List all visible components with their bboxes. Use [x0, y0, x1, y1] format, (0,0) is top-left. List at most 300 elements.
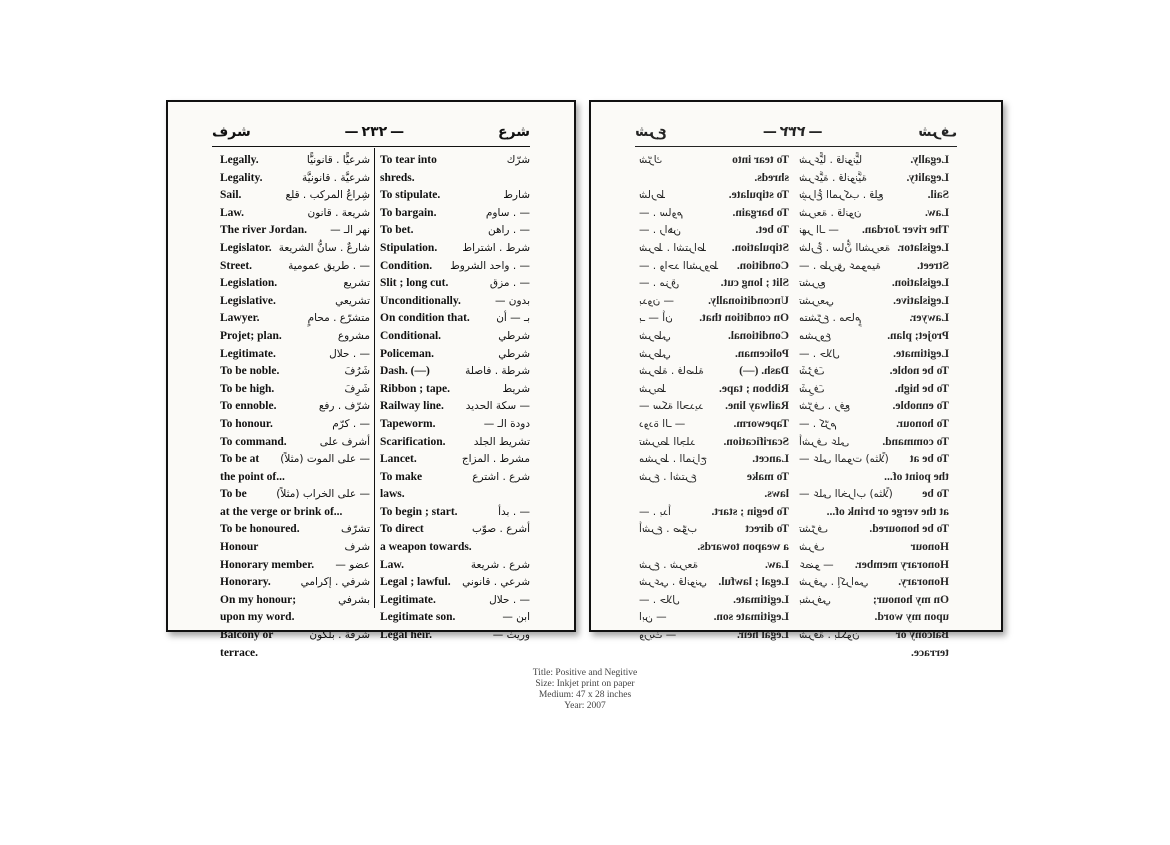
dictionary-entry: [799, 205, 949, 223]
dictionary-entry: [380, 469, 530, 487]
arabic-term: شرطي: [639, 347, 671, 360]
arabic-term: — . طريق عمومية: [288, 259, 370, 272]
dictionary-entry: [799, 363, 949, 381]
english-term: Tapeworm.: [733, 417, 789, 430]
dictionary-entry: [380, 504, 530, 522]
english-term: Conditional.: [727, 329, 789, 342]
arabic-term: شِراعُ المركب . قلع: [799, 189, 884, 202]
dictionary-entry: [639, 416, 789, 434]
arabic-term: شَرِفَ: [344, 382, 370, 395]
english-term: Law.: [765, 558, 789, 571]
arabic-term: بدون —: [639, 294, 675, 307]
arabic-term: — على الخراب (مثلاً): [799, 488, 893, 501]
dictionary-entry: [639, 627, 789, 645]
english-term: the point of...: [220, 470, 285, 483]
arabic-term: مشروع: [337, 329, 370, 342]
arabic-term: — . ساوم: [485, 206, 530, 219]
dictionary-entry: [220, 451, 370, 469]
arabic-term: تشريع: [799, 277, 826, 290]
dictionary-entry: [799, 152, 949, 170]
dictionary-entry: [220, 504, 370, 522]
arabic-term: بدون —: [494, 294, 530, 307]
english-term: Legal ; lawful.: [718, 576, 789, 589]
arabic-term: شرطة . فاصلة: [639, 365, 704, 378]
caption-year: Year: 2007: [564, 701, 606, 711]
english-term: To stipulate.: [380, 189, 441, 202]
english-term: laws.: [764, 488, 789, 501]
dictionary-entry: [799, 521, 949, 539]
dictionary-entry: [220, 521, 370, 539]
arabic-term: ابن —: [639, 611, 667, 624]
arabic-term: نهر الـ —: [799, 224, 839, 237]
dictionary-entry: [220, 310, 370, 328]
header-right-word: شرع: [497, 124, 530, 140]
dictionary-entry: [799, 592, 949, 610]
english-term: Lawyer.: [220, 312, 260, 325]
arabic-term: متشرّع . محامٍ: [799, 312, 862, 325]
arabic-term: — . حلال: [799, 347, 840, 360]
english-term: To be noble.: [220, 365, 280, 378]
dictionary-entry: [380, 258, 530, 276]
dictionary-column-1: [220, 152, 370, 662]
arabic-term: تشريعي: [335, 294, 370, 307]
dictionary-entry: [799, 486, 949, 504]
arabic-term: وريث —: [639, 629, 677, 642]
dictionary-entry: [799, 609, 949, 627]
dictionary-entry: [639, 310, 789, 328]
dictionary-entry: [380, 240, 530, 258]
english-term: To command.: [882, 435, 949, 448]
arabic-term: شرفي . إكرامي: [799, 576, 869, 589]
dictionary-entry: [639, 152, 789, 170]
dictionary-entry: [639, 557, 789, 575]
english-term: Conditional.: [380, 329, 442, 342]
arabic-term: — سكة الحديد: [639, 400, 704, 413]
arabic-term: بشرفي: [799, 593, 831, 606]
page-number: — ٢٣٢ —: [760, 124, 826, 140]
english-term: Sail.: [927, 189, 949, 202]
english-term: Railway line.: [380, 400, 444, 413]
header-left-word: شرف: [212, 124, 251, 140]
dictionary-entry: [220, 645, 370, 663]
english-term: Legislative.: [893, 294, 949, 307]
arabic-term: تشريعي: [799, 294, 834, 307]
dictionary-entry: [639, 258, 789, 276]
arabic-term: شرّك: [506, 154, 530, 166]
arabic-term: عضو —: [799, 558, 834, 571]
arabic-term: تشرّف: [341, 523, 370, 536]
english-term: Projet; plan.: [887, 329, 949, 342]
arabic-term: شرعيًّا . قانونيًّا: [799, 154, 863, 166]
positive-page: [166, 100, 576, 659]
english-term: shreds.: [754, 171, 789, 184]
english-term: Scarification.: [723, 435, 789, 448]
negative-mirrored-page: [589, 100, 1003, 659]
arabic-term: شرع . اشترع: [639, 470, 697, 483]
english-term: Balcony or: [220, 629, 274, 642]
english-term: To be honoured.: [869, 523, 949, 536]
dictionary-entry: [220, 240, 370, 258]
english-term: at the verge or brink of...: [220, 505, 343, 518]
dictionary-entry: [220, 434, 370, 452]
dictionary-entry: [639, 328, 789, 346]
dictionary-entry: [220, 416, 370, 434]
arabic-term: شرط . اشتراط: [639, 241, 707, 254]
arabic-term: — . بدأ: [639, 505, 671, 518]
arabic-term: شرعيًّا . قانونيًّا: [306, 154, 370, 166]
dictionary-entry: [799, 293, 949, 311]
english-term: Honour: [910, 541, 949, 554]
page-number: — ٢٣٢ —: [342, 124, 408, 140]
arabic-term: — . طريق عمومية: [799, 259, 881, 272]
arabic-term: شريط: [639, 382, 667, 395]
dictionary-entry: [639, 240, 789, 258]
english-term: The river Jordan.: [220, 224, 307, 237]
dictionary-entry: [639, 609, 789, 627]
english-term: Legitimate.: [380, 593, 436, 606]
dictionary-entry: [799, 557, 949, 575]
english-term: Legitimate son.: [380, 611, 456, 624]
english-term: Legality.: [906, 171, 949, 184]
dictionary-entry: [639, 469, 789, 487]
dictionary-entry: [639, 574, 789, 592]
arabic-term: — . راهن: [639, 224, 682, 237]
english-term: Legal ; lawful.: [380, 576, 451, 589]
arabic-term: — . واحد الشروط: [639, 259, 719, 272]
english-term: To bargain.: [380, 206, 437, 219]
english-term: To be high.: [220, 382, 275, 395]
english-term: Honorary.: [898, 576, 949, 589]
english-term: On condition that.: [699, 312, 789, 325]
english-term: Legal heir.: [380, 629, 432, 642]
english-term: Legal heir.: [737, 629, 789, 642]
arabic-term: شريط: [502, 382, 530, 395]
arabic-term: تشرّف: [799, 523, 828, 536]
artwork-caption: [0, 668, 1170, 712]
dictionary-entry: [799, 187, 949, 205]
arabic-term: مشرط . المزاج: [461, 453, 530, 466]
dictionary-entry: [799, 381, 949, 399]
dictionary-entry: [380, 627, 530, 645]
dictionary-entry: [799, 451, 949, 469]
english-term: Projet; plan.: [220, 329, 282, 342]
arabic-term: شريعة . قانون: [307, 206, 370, 219]
dictionary-entry: [380, 187, 530, 205]
english-term: Slit ; long cut.: [380, 277, 449, 290]
dictionary-entry: [639, 434, 789, 452]
arabic-term: شرعي . قانوني: [462, 576, 530, 589]
english-term: Balcony or: [895, 629, 949, 642]
dictionary-entry: [639, 398, 789, 416]
english-term: Railway line.: [725, 400, 789, 413]
english-term: On my honour;: [872, 593, 949, 606]
english-term: Legitimate.: [893, 347, 949, 360]
dictionary-entry: [799, 346, 949, 364]
dictionary-entry: [380, 539, 530, 557]
english-term: Stipulation.: [731, 241, 789, 254]
english-term: To be: [922, 488, 949, 501]
english-term: a weapon towards.: [697, 541, 789, 554]
english-term: Legitimate.: [220, 347, 276, 360]
dictionary-entry: [639, 363, 789, 381]
english-term: Lawyer.: [909, 312, 949, 325]
arabic-term: مشرط . المزاج: [639, 453, 708, 466]
caption-size: Size: Inkjet print on paper: [535, 679, 635, 689]
arabic-term: شرفة . بلكون: [799, 629, 860, 642]
english-term: upon my word.: [220, 611, 295, 624]
english-term: Lancet.: [380, 453, 417, 466]
english-term: shreds.: [380, 171, 415, 184]
dictionary-entry: [380, 328, 530, 346]
dictionary-entry: [380, 363, 530, 381]
arabic-term: شرطي: [498, 329, 530, 342]
arabic-term: شَرِفَ: [799, 382, 825, 395]
english-term: Lancet.: [752, 453, 789, 466]
dictionary-entry: [220, 170, 370, 188]
arabic-term: — . كرّم: [332, 417, 370, 430]
dictionary-entry: [380, 609, 530, 627]
english-term: Street.: [220, 259, 253, 272]
dictionary-entry: [220, 152, 370, 170]
dictionary-entry: [220, 574, 370, 592]
english-term: a weapon towards.: [380, 541, 472, 554]
dictionary-entry: [220, 486, 370, 504]
dictionary-entry: [639, 381, 789, 399]
dictionary-entry: [799, 222, 949, 240]
english-term: To begin ; start.: [711, 505, 789, 518]
english-term: On condition that.: [380, 312, 470, 325]
dictionary-entry: [380, 170, 530, 188]
dictionary-entry: [799, 434, 949, 452]
english-term: Condition.: [380, 259, 433, 272]
english-term: laws.: [380, 488, 405, 501]
dictionary-entry: [380, 222, 530, 240]
arabic-term: تشريط الجلد: [473, 435, 530, 448]
arabic-term: — . ساوم: [639, 206, 684, 219]
dictionary-entry: [220, 398, 370, 416]
english-term: Law.: [380, 558, 404, 571]
arabic-term: أشرع . صوّب: [639, 523, 698, 536]
mirrored-content: [591, 102, 1001, 659]
dictionary-entry: [380, 205, 530, 223]
arabic-term: شرّك: [639, 154, 663, 166]
english-term: at the verge or brink of...: [826, 505, 949, 518]
english-term: Legislation.: [891, 277, 949, 290]
english-term: Street.: [916, 259, 949, 272]
caption-medium: Medium: 47 x 28 inches: [538, 690, 632, 700]
english-term: Stipulation.: [380, 241, 438, 254]
dictionary-entry: [639, 275, 789, 293]
english-term: Legally.: [910, 154, 949, 166]
dictionary-entry: [639, 521, 789, 539]
arabic-term: — على الموت (مثلاً): [280, 453, 370, 466]
dictionary-entry: [380, 346, 530, 364]
english-term: To honour.: [220, 417, 273, 430]
arabic-term: — على الخراب (مثلاً): [276, 488, 370, 501]
english-term: Honour: [220, 541, 259, 554]
arabic-term: بـ — أن: [639, 312, 673, 325]
english-term: Honorary member.: [854, 558, 949, 571]
english-term: Legitimate son.: [713, 611, 789, 624]
english-term: Legislative.: [220, 294, 276, 307]
dictionary-column-2: [639, 152, 789, 645]
dictionary-entry: [639, 170, 789, 188]
header-left-word: شرف: [918, 124, 957, 140]
arabic-term: تشريط الجلد: [639, 435, 696, 448]
arabic-term: شرف: [799, 541, 825, 554]
dictionary-entry: [639, 486, 789, 504]
english-term: The river Jordan.: [862, 224, 949, 237]
english-term: On my honour;: [220, 593, 297, 606]
dictionary-entry: [799, 170, 949, 188]
arabic-term: مشروع: [799, 329, 832, 342]
dictionary-entry: [639, 205, 789, 223]
english-term: Legislator.: [897, 241, 949, 254]
english-term: To be noble.: [889, 365, 949, 378]
english-term: Honorary.: [220, 576, 271, 589]
page-header: [635, 122, 957, 142]
english-term: To be high.: [894, 382, 949, 395]
dictionary-entry: [639, 504, 789, 522]
dictionary-entry: [799, 240, 949, 258]
dictionary-entry: [380, 381, 530, 399]
arabic-term: أشرف على: [319, 435, 370, 448]
arabic-term: شريعة . قانون: [799, 206, 862, 219]
arabic-term: شرطة . فاصلة: [465, 365, 530, 378]
arabic-term: — . حلال: [329, 347, 370, 360]
arabic-term: — . مزق: [639, 277, 680, 290]
dictionary-entry: [220, 469, 370, 487]
dictionary-entry: [380, 398, 530, 416]
arabic-term: شَرُفَ: [344, 365, 370, 378]
arabic-term: — . بدأ: [498, 505, 530, 518]
arabic-term: شرفة . بلكون: [309, 629, 370, 642]
arabic-term: وريث —: [492, 629, 530, 642]
english-term: Unconditionally.: [708, 294, 789, 307]
arabic-term: شرع . شريعة: [470, 558, 530, 571]
dictionary-entry: [799, 539, 949, 557]
arabic-term: شارعٌ . سانُّ الشريعة: [278, 241, 370, 254]
english-term: To be at: [220, 453, 260, 466]
dictionary-entry: [639, 451, 789, 469]
english-term: Dash. (—): [380, 365, 430, 378]
dictionary-entry: [799, 398, 949, 416]
dictionary-entry: [799, 328, 949, 346]
arabic-term: شرع . شريعة: [639, 558, 699, 571]
english-term: To be honoured.: [220, 523, 300, 536]
dictionary-entry: [220, 346, 370, 364]
arabic-term: — . واحد الشروط: [450, 259, 530, 272]
english-term: Slit ; long cut.: [720, 277, 789, 290]
arabic-term: شرطي: [498, 347, 530, 360]
english-term: Scarification.: [380, 435, 446, 448]
dictionary-entry: [380, 451, 530, 469]
arabic-term: — . مزق: [489, 277, 530, 290]
dictionary-entry: [220, 363, 370, 381]
dictionary-entry: [380, 293, 530, 311]
english-term: Honorary member.: [220, 558, 315, 571]
arabic-term: شرعي . قانوني: [639, 576, 707, 589]
caption-title: Title: Positive and Negitive: [532, 668, 638, 678]
arabic-term: شرطي: [639, 329, 671, 342]
english-term: terrace.: [220, 646, 258, 659]
header-right-word: شرع: [635, 124, 668, 140]
english-term: Legality.: [220, 171, 263, 184]
dictionary-entry: [799, 504, 949, 522]
dictionary-entry: [380, 416, 530, 434]
arabic-term: — على الموت (مثلاً): [799, 453, 889, 466]
dictionary-entry: [380, 592, 530, 610]
arabic-term: شرف: [344, 541, 370, 554]
english-term: To honour.: [896, 417, 949, 430]
english-term: upon my word.: [874, 611, 949, 624]
dictionary-entry: [220, 258, 370, 276]
english-term: To tear into: [380, 154, 437, 166]
dictionary-entry: [799, 310, 949, 328]
dictionary-entry: [799, 258, 949, 276]
english-term: To ennoble.: [892, 400, 949, 413]
english-term: Law.: [220, 206, 244, 219]
dictionary-column-2: [380, 152, 530, 645]
dictionary-entry: [639, 293, 789, 311]
english-term: To bet.: [755, 224, 789, 237]
dictionary-entry: [799, 469, 949, 487]
dictionary-entry: [639, 346, 789, 364]
english-term: To begin ; start.: [380, 505, 458, 518]
column-divider: [374, 148, 375, 608]
dictionary-entry: [380, 521, 530, 539]
english-term: Condition.: [736, 259, 789, 272]
arabic-term: شارعٌ . سانُّ الشريعة: [799, 241, 891, 254]
arabic-term: بشرفي: [338, 593, 370, 606]
arabic-term: شرعيَّة . قانونيَّة: [799, 171, 867, 184]
english-term: To direct: [745, 523, 789, 536]
english-term: Policeman.: [735, 347, 789, 360]
dictionary-entry: [220, 609, 370, 627]
dictionary-entry: [380, 557, 530, 575]
arabic-term: — . كرّم: [799, 417, 837, 430]
arabic-term: تشريع: [343, 277, 370, 290]
dictionary-column-1: [799, 152, 949, 662]
dictionary-entry: [220, 293, 370, 311]
dictionary-entry: [639, 539, 789, 557]
english-term: To make: [380, 470, 423, 483]
english-term: Legislation.: [220, 277, 278, 290]
english-term: Tapeworm.: [380, 417, 436, 430]
dictionary-entry: [220, 539, 370, 557]
english-term: To be at: [909, 453, 949, 466]
arabic-term: — . حلال: [489, 593, 530, 606]
page-header: [212, 122, 530, 142]
arabic-term: ابن —: [502, 611, 530, 624]
arabic-term: شرع . اشترع: [472, 470, 530, 483]
dictionary-entry: [799, 574, 949, 592]
english-term: To direct: [380, 523, 424, 536]
dictionary-entry: [639, 222, 789, 240]
arabic-term: أشرع . صوّب: [471, 523, 530, 536]
dictionary-entry: [799, 416, 949, 434]
arabic-term: عضو —: [335, 558, 370, 571]
dictionary-entry: [220, 275, 370, 293]
arabic-term: — . حلال: [639, 593, 680, 606]
dictionary-entry: [639, 592, 789, 610]
english-term: Legislator.: [220, 241, 272, 254]
dictionary-entry: [380, 574, 530, 592]
arabic-term: شرط . اشتراط: [462, 241, 530, 254]
dictionary-entry: [380, 310, 530, 328]
english-term: Law.: [925, 206, 949, 219]
arabic-term: شرّف . رفع: [799, 400, 851, 413]
